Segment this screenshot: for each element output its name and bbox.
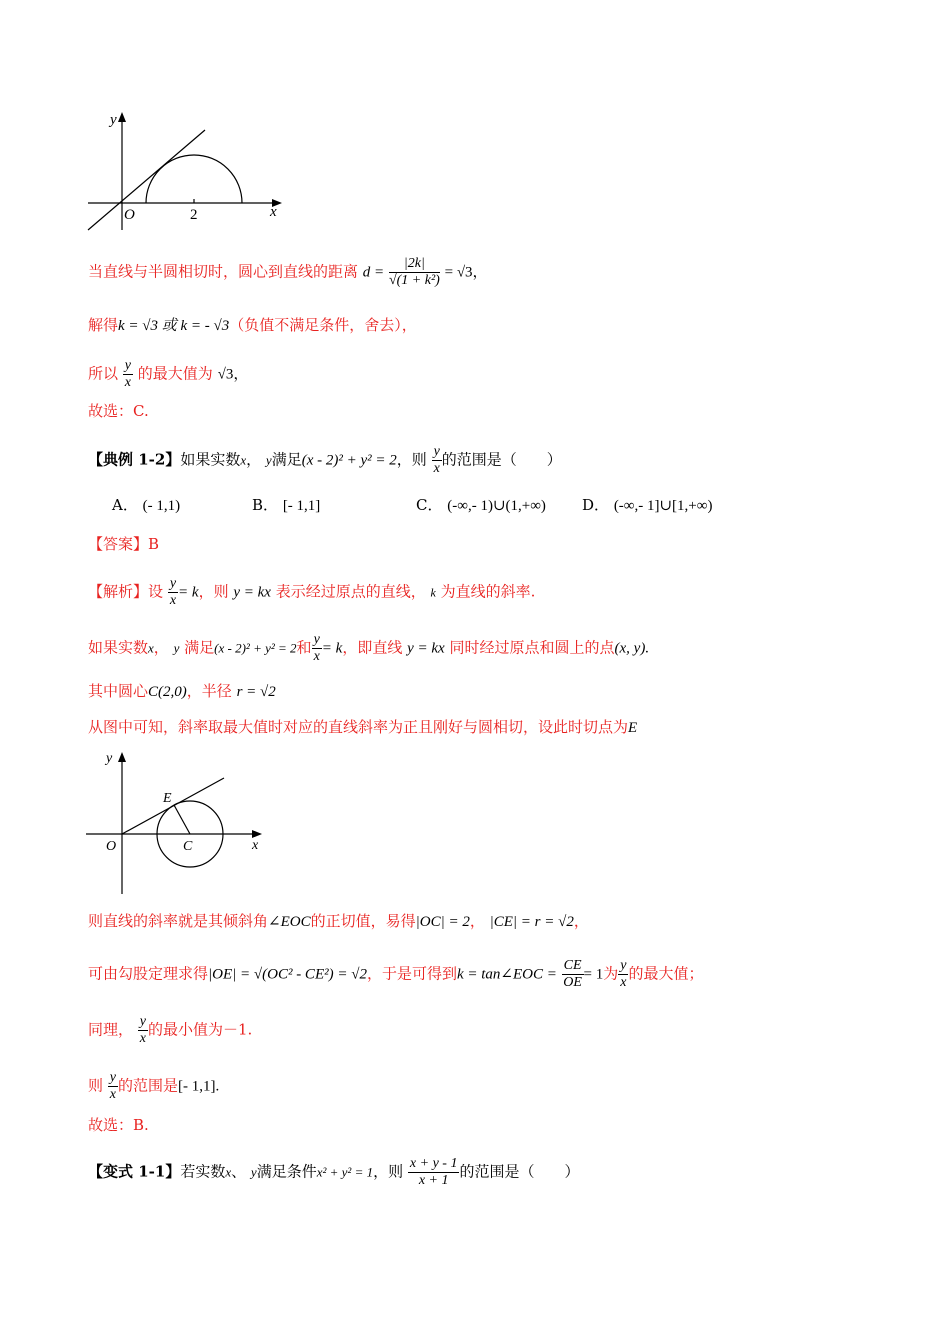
- text: 解得: [88, 316, 119, 334]
- example-conclusion: 故选：B.: [88, 1116, 149, 1134]
- analysis-line-6: [88, 958, 704, 991]
- solution-a-conclusion: 故选：C.: [88, 402, 149, 420]
- text: 同理，: [88, 1020, 134, 1039]
- var-k: k: [430, 585, 436, 600]
- var-x: x: [148, 640, 154, 656]
- frac-num: |2k|: [389, 256, 440, 273]
- option-label: D．: [582, 496, 610, 514]
- text: ，半径: [186, 682, 232, 700]
- text: 设: [148, 582, 164, 601]
- frac-num: CE: [563, 958, 582, 973]
- frac-den: √(1 + k²): [388, 273, 440, 288]
- text: 表示经过原点的直线，: [275, 582, 426, 601]
- condition-math: (x - 2)² + y² = 2: [214, 640, 297, 656]
- solution-line-3: [88, 358, 248, 391]
- option-a: [112, 494, 180, 517]
- frac-den: x: [433, 461, 440, 476]
- analysis-line-4: [88, 716, 637, 739]
- frac-den: x: [109, 1087, 117, 1102]
- distance-fraction: [389, 256, 440, 289]
- example-1-2-stem: [88, 444, 562, 477]
- frac-den: x + 1: [418, 1173, 449, 1188]
- math: = 1: [583, 966, 604, 983]
- option-label: B．: [252, 496, 279, 514]
- text: ，: [153, 638, 169, 657]
- text: 为直线的斜率.: [440, 582, 536, 601]
- fig1-origin-label: O: [124, 207, 135, 223]
- text: 可由勾股定理求得: [88, 964, 209, 983]
- y-over-x: [432, 444, 442, 477]
- expression-fraction: [408, 1156, 460, 1189]
- fig1-y-label: y: [110, 112, 117, 128]
- analysis-line-3: [88, 680, 276, 703]
- option-b: [252, 494, 320, 517]
- option-label: C．: [416, 496, 443, 514]
- text: 当直线与半圆相切时，圆心到直线的距离: [88, 262, 359, 281]
- math: d =: [362, 264, 385, 281]
- text: 的最小值为－1.: [148, 1020, 253, 1039]
- option-c: [416, 494, 546, 517]
- text: 满足: [271, 450, 302, 469]
- frac-num: y: [169, 576, 177, 591]
- y-over-x: [123, 358, 133, 391]
- math: = √3，: [444, 264, 488, 281]
- math: k = tan∠EOC =: [456, 966, 557, 983]
- fig1-tick-label: 2: [190, 207, 198, 223]
- math: = k: [178, 584, 199, 601]
- math: |CE| = r = √2: [489, 914, 574, 930]
- math: y = kx: [407, 640, 445, 657]
- text: 则直线的斜率就是其倾斜角: [88, 912, 269, 930]
- text: （负值不满足条件，舍去），: [229, 316, 417, 334]
- frac-num: x + y - 1: [409, 1156, 458, 1171]
- text: 则: [88, 1076, 104, 1095]
- frac-den: x: [124, 375, 132, 390]
- math: r = √2: [236, 684, 276, 700]
- frac-den: x: [620, 975, 627, 990]
- fig2-origin-label: O: [106, 839, 117, 854]
- text: ，即直线: [342, 638, 403, 657]
- option-value: (- 1,1): [142, 498, 181, 514]
- frac-den: OE: [563, 975, 582, 990]
- text: 满足条件: [256, 1162, 317, 1181]
- fig1-x-label: x: [270, 204, 277, 220]
- frac-num: y: [313, 632, 320, 647]
- math: √3，: [217, 366, 249, 383]
- text: ，: [573, 912, 589, 930]
- math: |OE| = √(OC² - CE²) = √2: [208, 966, 367, 983]
- analysis-line-1: [88, 576, 535, 609]
- solution-line-2: [88, 314, 417, 337]
- frac-num: y: [139, 1014, 147, 1029]
- text: 和: [296, 638, 312, 657]
- math: |OC| = 2: [415, 914, 470, 930]
- text: ，于是可得到: [366, 964, 457, 983]
- text: 从图中可知，斜率取最大值时对应的直线斜率为正且刚好与圆相切，设此时切点为: [88, 718, 629, 736]
- text: 同时经过原点和圆上的点: [449, 638, 615, 657]
- text: ，则: [396, 450, 427, 469]
- text: 如果实数: [88, 638, 149, 657]
- condition-math: (x - 2)² + y² = 2: [301, 452, 397, 469]
- analysis-line-2: [88, 632, 649, 665]
- condition-math: x² + y² = 1: [316, 1164, 374, 1180]
- math: (x, y).: [614, 640, 650, 657]
- math: C(2,0): [148, 684, 187, 700]
- ce-over-oe: [562, 958, 584, 991]
- text: 的最大值；: [628, 964, 704, 983]
- y-over-x: [168, 576, 178, 609]
- frac-num: y: [433, 444, 440, 459]
- text: 、: [231, 1162, 247, 1181]
- option-label: A．: [112, 496, 138, 514]
- text: 的正切值，易得: [310, 912, 416, 930]
- option-d: [582, 494, 712, 517]
- analysis-line-7: [88, 1014, 252, 1047]
- var-y: y: [265, 452, 272, 468]
- math: [- 1,1].: [178, 1078, 220, 1095]
- text: 的最大值为: [137, 364, 213, 383]
- text: 如果实数: [180, 450, 241, 469]
- analysis-line-5: [88, 910, 589, 933]
- point-e: E: [628, 720, 638, 736]
- y-over-x: [618, 958, 628, 991]
- var-x: x: [240, 452, 247, 468]
- frac-den: x: [139, 1031, 147, 1046]
- figure-circle-tangent: [80, 748, 280, 898]
- frac-num: y: [109, 1070, 117, 1085]
- math: y = kx: [233, 584, 271, 601]
- text: 其中圆心: [88, 682, 149, 700]
- text: 的范围是: [118, 1076, 179, 1095]
- text: 为: [603, 964, 619, 983]
- text: 所以: [88, 364, 119, 383]
- text: ，则: [198, 582, 229, 601]
- frac-den: x: [169, 593, 177, 608]
- text: 的范围是（ ）: [459, 1162, 580, 1181]
- text: ，则: [373, 1162, 404, 1181]
- answer-value: B: [148, 535, 160, 553]
- frac-num: y: [620, 958, 627, 973]
- text: ，: [469, 912, 485, 930]
- answer-tag: 【答案】: [88, 535, 149, 553]
- text: ，: [246, 450, 262, 469]
- frac-den: x: [313, 649, 320, 664]
- answer-line: [88, 533, 159, 555]
- frac-num: y: [124, 358, 132, 373]
- text: 满足: [184, 638, 215, 657]
- variant-1-1-stem: [88, 1156, 579, 1189]
- y-over-x: [312, 632, 322, 665]
- y-over-x: [138, 1014, 148, 1047]
- text: 的范围是（ ）: [441, 450, 562, 469]
- fig2-y-label: y: [106, 751, 113, 766]
- fig2-center-label: C: [183, 839, 193, 854]
- figure-semicircle-tangent: [80, 108, 300, 238]
- text: 若实数: [180, 1162, 226, 1181]
- option-value: (-∞,- 1]∪[1,+∞): [613, 498, 713, 514]
- var-x: x: [225, 1164, 232, 1180]
- fig2-tangent-label: E: [163, 791, 172, 806]
- analysis-tag: 【解析】: [88, 582, 149, 601]
- var-y: y: [250, 1164, 257, 1180]
- fig2-x-label: x: [252, 838, 259, 853]
- math: ∠EOC: [268, 914, 311, 930]
- math: k = √3 或 k = - √3: [118, 318, 230, 334]
- y-over-x: [108, 1070, 118, 1103]
- example-tag: 【典例 1-2】: [88, 450, 181, 469]
- option-value: [- 1,1]: [282, 498, 321, 514]
- analysis-line-8: [88, 1070, 219, 1103]
- solution-line-1: [88, 256, 488, 289]
- math: = k: [321, 640, 343, 657]
- variant-tag: 【变式 1-1】: [88, 1162, 181, 1181]
- var-y: y: [173, 640, 180, 656]
- option-value: (-∞,- 1)∪(1,+∞): [447, 498, 546, 514]
